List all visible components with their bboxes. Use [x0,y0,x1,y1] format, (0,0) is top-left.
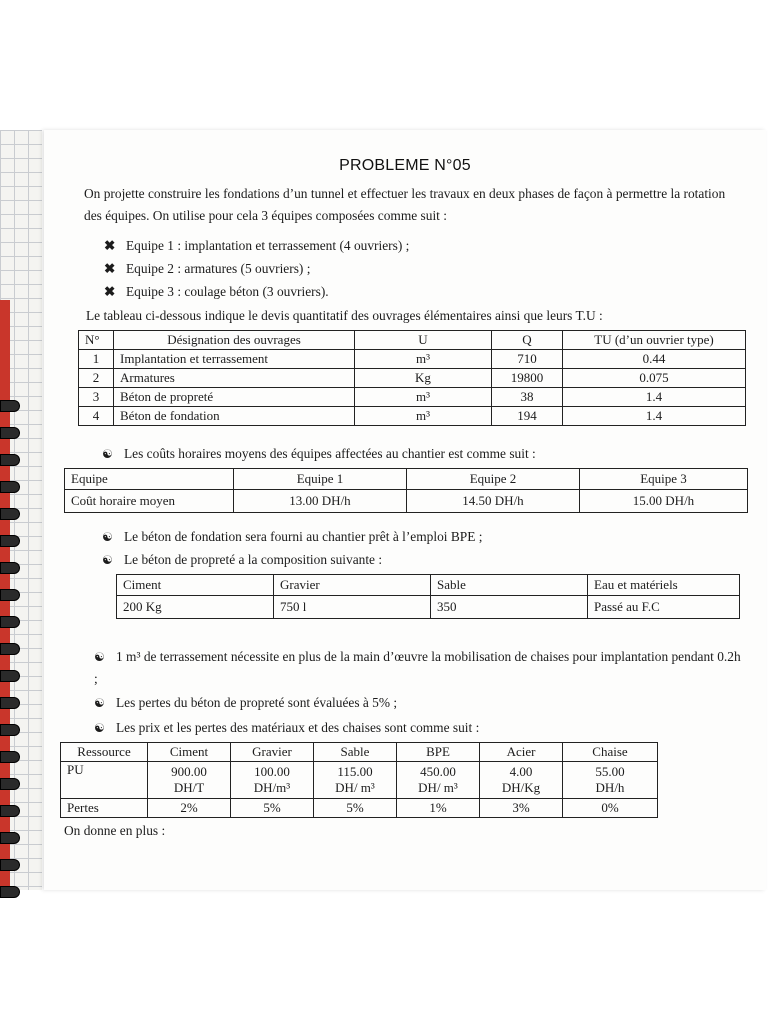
page-title: PROBLEME N°05 [339,157,471,174]
yin-yang-bullet-icon: ☯ [94,721,105,735]
table-header: Gravier [274,575,431,596]
table-header: Equipe 1 [234,469,407,490]
yin-yang-bullet-icon: ☯ [94,650,105,664]
price-loss-table [60,742,658,818]
cross-bullet-icon: ✖ [104,238,116,253]
table-row: 4 Béton de fondation m³ 194 1.4 [79,407,746,426]
yin-yang-bullet-icon: ☯ [102,553,113,567]
table-header: Eau et matériels [588,575,740,596]
table-header: Equipe [65,469,234,490]
yin-yang-bullet-icon: ☯ [94,696,105,710]
table-row: 2 Armatures Kg 19800 0.075 [79,369,746,388]
table-row: Coût horaire moyen 13.00 DH/h 14.50 DH/h 15.00 DH/h [65,490,748,513]
table-header: Gravier [231,743,314,762]
table-header: Equipe 3 [580,469,748,490]
table-header: Ciment [117,575,274,596]
document-page [44,130,766,890]
team-item-1: ✖ Equipe 1 : implantation et terrassement (4 ouvriers) ; [104,236,409,256]
table-header: Chaise [563,743,658,762]
table-header: BPE [397,743,480,762]
cross-bullet-icon: ✖ [104,284,116,299]
table-header: TU (d’un ouvrier type) [563,331,746,350]
team-item-2: ✖ Equipe 2 : armatures (5 ouvriers) ; [104,259,310,279]
terrassement-note: ☯ 1 m³ de terrassement nécessite en plus de la main d’œuvre la mobilisation de chaises pour implantation pendant 0.2h ; [94,646,744,690]
prix-note: ☯ Les prix et les pertes des matériaux et des chaises sont comme suit : [94,718,479,738]
table-header: Acier [480,743,563,762]
table-header: Désignation des ouvrages [114,331,355,350]
cross-bullet-icon: ✖ [104,261,116,276]
spiral-binding [0,400,22,880]
pertes-note: ☯ Les pertes du béton de propreté sont évaluées à 5% ; [94,693,397,713]
hourly-cost-note: ☯ Les coûts horaires moyens des équipes affectées au chantier est comme suit : [102,444,536,464]
table-header: N° [79,331,114,350]
intro-paragraph: On projette construire les fondations d’un tunnel et effectuer les travaux en deux phases de façon à permettre la rotation des équipes. On utilise pour cela 3 équipes composées comme suit : [84,186,726,223]
table-header: Sable [314,743,397,762]
table-header: Sable [431,575,588,596]
table-row: Pertes 2% 5% 5% 1% 3% 0% [61,799,658,818]
composition-table [116,574,740,619]
table-row: 3 Béton de propreté m³ 38 1.4 [79,388,746,407]
quantity-table [78,330,746,426]
bpe-note: ☯ Le béton de fondation sera fourni au chantier prêt à l’emploi BPE ; [102,527,482,547]
table-header: Ciment [148,743,231,762]
table1-intro: Le tableau ci-dessous indique le devis quantitatif des ouvrages élémentaires ainsi que leurs T.U : [86,308,603,323]
table-row: 1 Implantation et terrassement m³ 710 0.44 [79,350,746,369]
footer-text: On donne en plus : [64,823,166,838]
table-row: 200 Kg 750 l 350 Passé au F.C [117,596,740,619]
hourly-cost-table [64,468,748,513]
table-row: PU 900.00 DH/T 100.00 DH/m³ 115.00 DH/ m³ 450.00 DH/ m³ 4.00 DH/Kg 55.00 DH/h [61,762,658,799]
table-header: Equipe 2 [407,469,580,490]
yin-yang-bullet-icon: ☯ [102,530,113,544]
team-item-3: ✖ Equipe 3 : coulage béton (3 ouvriers). [104,282,329,302]
proprete-note: ☯ Le béton de propreté a la composition suivante : [102,550,382,570]
table-header: Ressource [61,743,148,762]
table-header: Q [492,331,563,350]
yin-yang-bullet-icon: ☯ [102,447,113,461]
table-header: U [355,331,492,350]
